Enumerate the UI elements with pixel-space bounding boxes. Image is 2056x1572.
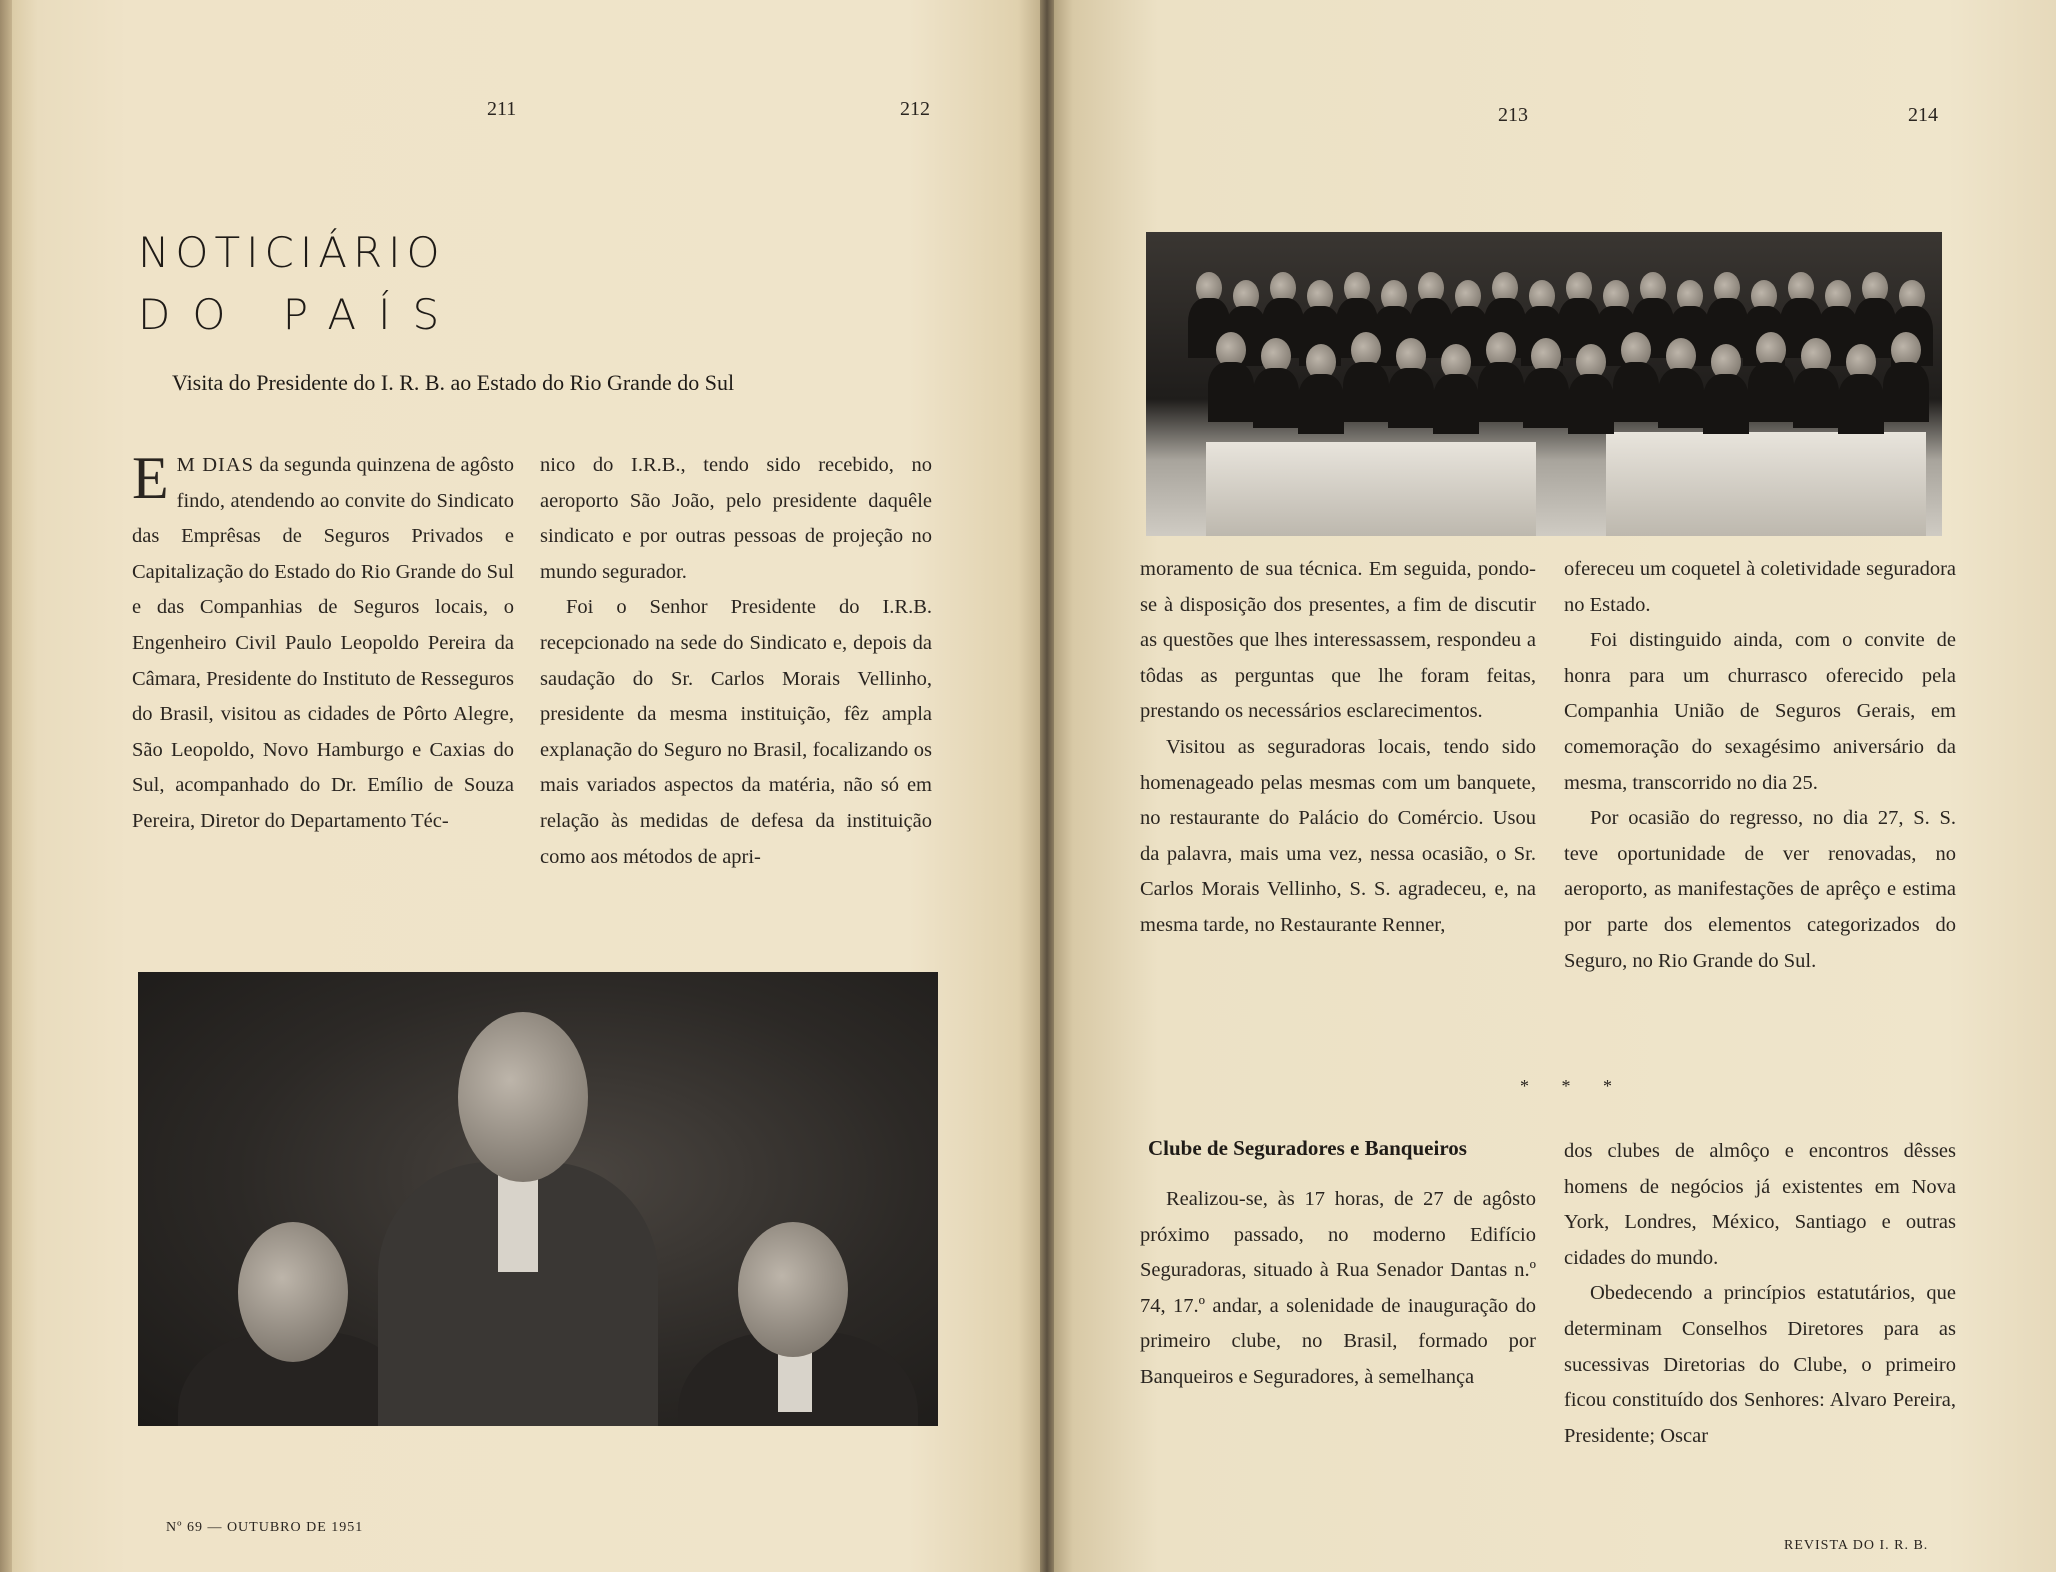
page-number-211: 211 — [487, 98, 517, 120]
guest-body — [1388, 368, 1434, 428]
guest-body — [1613, 362, 1659, 422]
article1-col3-p1: moramento de sua técnica. Em seguida, pondo-se à disposição dos presentes, a fim de discutir as questões que lhes interessassem, respondeu a tôdas as perguntas que lhe foram feitas, prestando os necessários esclarecimentos. — [1140, 558, 1536, 723]
guest-body — [1838, 374, 1884, 434]
article2-col2-p2: Obedecendo a princípios estatutários, que determinam Conselhos Diretores para as sucessivas Diretorias do Clube, o primeiro ficou constituído dos Senhores: Alvaro Pereira, Presidente; Oscar — [1564, 1282, 1956, 1447]
guest-body — [1478, 362, 1524, 422]
article1-column3 — [1140, 552, 1536, 944]
dropcap: E — [132, 445, 169, 511]
section-title — [138, 222, 461, 346]
footer-magazine: REVISTA DO I. R. B. — [1784, 1538, 1929, 1553]
lead-smallcaps: M DIAS — [176, 454, 255, 476]
article2-column2 — [1564, 1134, 1956, 1454]
book-edge — [0, 0, 12, 1572]
photo-banquet — [1146, 232, 1942, 536]
guest-body — [1793, 368, 1839, 428]
page-number-214: 214 — [1908, 104, 1938, 126]
article1-col3-p2: Visitou as seguradoras locais, tendo sido homenageado pelas mesmas com um banquete, no restaurante do Palácio do Comércio. Usou da palavra, mais uma vez, nessa ocasião, o Sr. Carlos Morais Vellinho, S. S. agradeceu, e, na mesma tarde, no Restaurante Renner, — [1140, 735, 1536, 936]
article1-col2-p2: Foi o Senhor Presidente do I.R.B. recepcionado na sede do Sindicato e, depois da saudação do Sr. Carlos Morais Vellinho, presidente da mesma instituição, fêz ampla explanação do Seguro no Brasil, focalizando os mais variados aspectos da matéria, não só em relação às medidas de defesa da instituição como aos métodos de apri- — [540, 596, 932, 868]
guest-body — [1703, 374, 1749, 434]
article1-column4 — [1564, 552, 1956, 979]
article1-col4-p3: Por ocasião do regresso, no dia 27, S. S. teve oportunidade de ver renovadas, no aeroporto, as manifestações de aprêço e estima por parte dos elementos categorizados do Seguro, no Rio Grande do Sul. — [1564, 807, 1956, 972]
section-title-line1: NOTICIÁRIO — [138, 228, 446, 277]
guest-body — [1433, 374, 1479, 434]
article1-col1-text: da segunda quinzena de agôsto findo, atendendo ao convite do Sindicato das Emprêsas de Seguros Privados e Capitalização do Estado do Rio Grande do Sul e das Companhias de Seguros locais, o Engenheiro Civil Paulo Leopoldo Pereira da Câmara, Presidente do Instituto de Resseguros do Brasil, visitou as cidades de Pôrto Alegre, São Leopoldo, Novo Hamburgo e Caxias do Sul, acompanhado do Dr. Emílio de Souza Pereira, Diretor do Departamento Téc- — [132, 454, 515, 832]
guest-body — [1298, 374, 1344, 434]
article2-column1 — [1140, 1182, 1536, 1396]
guest-body — [1568, 374, 1614, 434]
article2-col1-text: Realizou-se, às 17 horas, de 27 de agôsto próximo passado, no moderno Edifício Seguradoras, situado à Rua Senador Dantas n.º 74, 17.º andar, a solenidade de inauguração do primeiro clube, no Brasil, formado por Banqueiros e Seguradores, à semelhança — [1140, 1188, 1536, 1388]
article2-col2-p1: dos clubes de almôço e encontros dêsses homens de negócios já existentes em Nova York, Londres, México, Santiago e outras cidades do mundo. — [1564, 1140, 1956, 1269]
section-separator: * * * — [1520, 1076, 1626, 1096]
guest-body — [1208, 362, 1254, 422]
page-number-213: 213 — [1498, 104, 1528, 126]
book-gutter — [1040, 0, 1054, 1572]
guest-body — [1883, 362, 1929, 422]
guest-body — [1658, 368, 1704, 428]
article-headline: Visita do Presidente do I. R. B. ao Estado do Rio Grande do Sul — [172, 370, 735, 395]
guest-body — [1253, 368, 1299, 428]
article1-column1 — [132, 445, 515, 840]
page-number-212: 212 — [900, 98, 930, 120]
section-title-line2: DO PAÍS — [138, 290, 462, 339]
article1-col4-p2: Foi distinguido ainda, com o convite de honra para um churrasco oferecido pela Companhia União de Seguros Gerais, em comemoração do sexagésimo aniversário da mesma, transcorrido no dia 25. — [1564, 629, 1956, 794]
guest-body — [1523, 368, 1569, 428]
article1-column2 — [540, 448, 932, 875]
photo-speaker — [138, 972, 938, 1426]
guest-body — [1748, 362, 1794, 422]
article2-title: Clube de Seguradores e Banqueiros — [1148, 1136, 1467, 1160]
article1-col4-p1: ofereceu um coquetel à coletividade seguradora no Estado. — [1564, 558, 1956, 616]
article1-col2-p1: nico do I.R.B., tendo sido recebido, no aeroporto São João, pelo presidente daquêle sindicato e por outras pessoas de projeção no mundo segurador. — [540, 454, 932, 583]
footer-issue: Nº 69 — OUTUBRO DE 1951 — [166, 1520, 364, 1535]
guest-body — [1343, 362, 1389, 422]
